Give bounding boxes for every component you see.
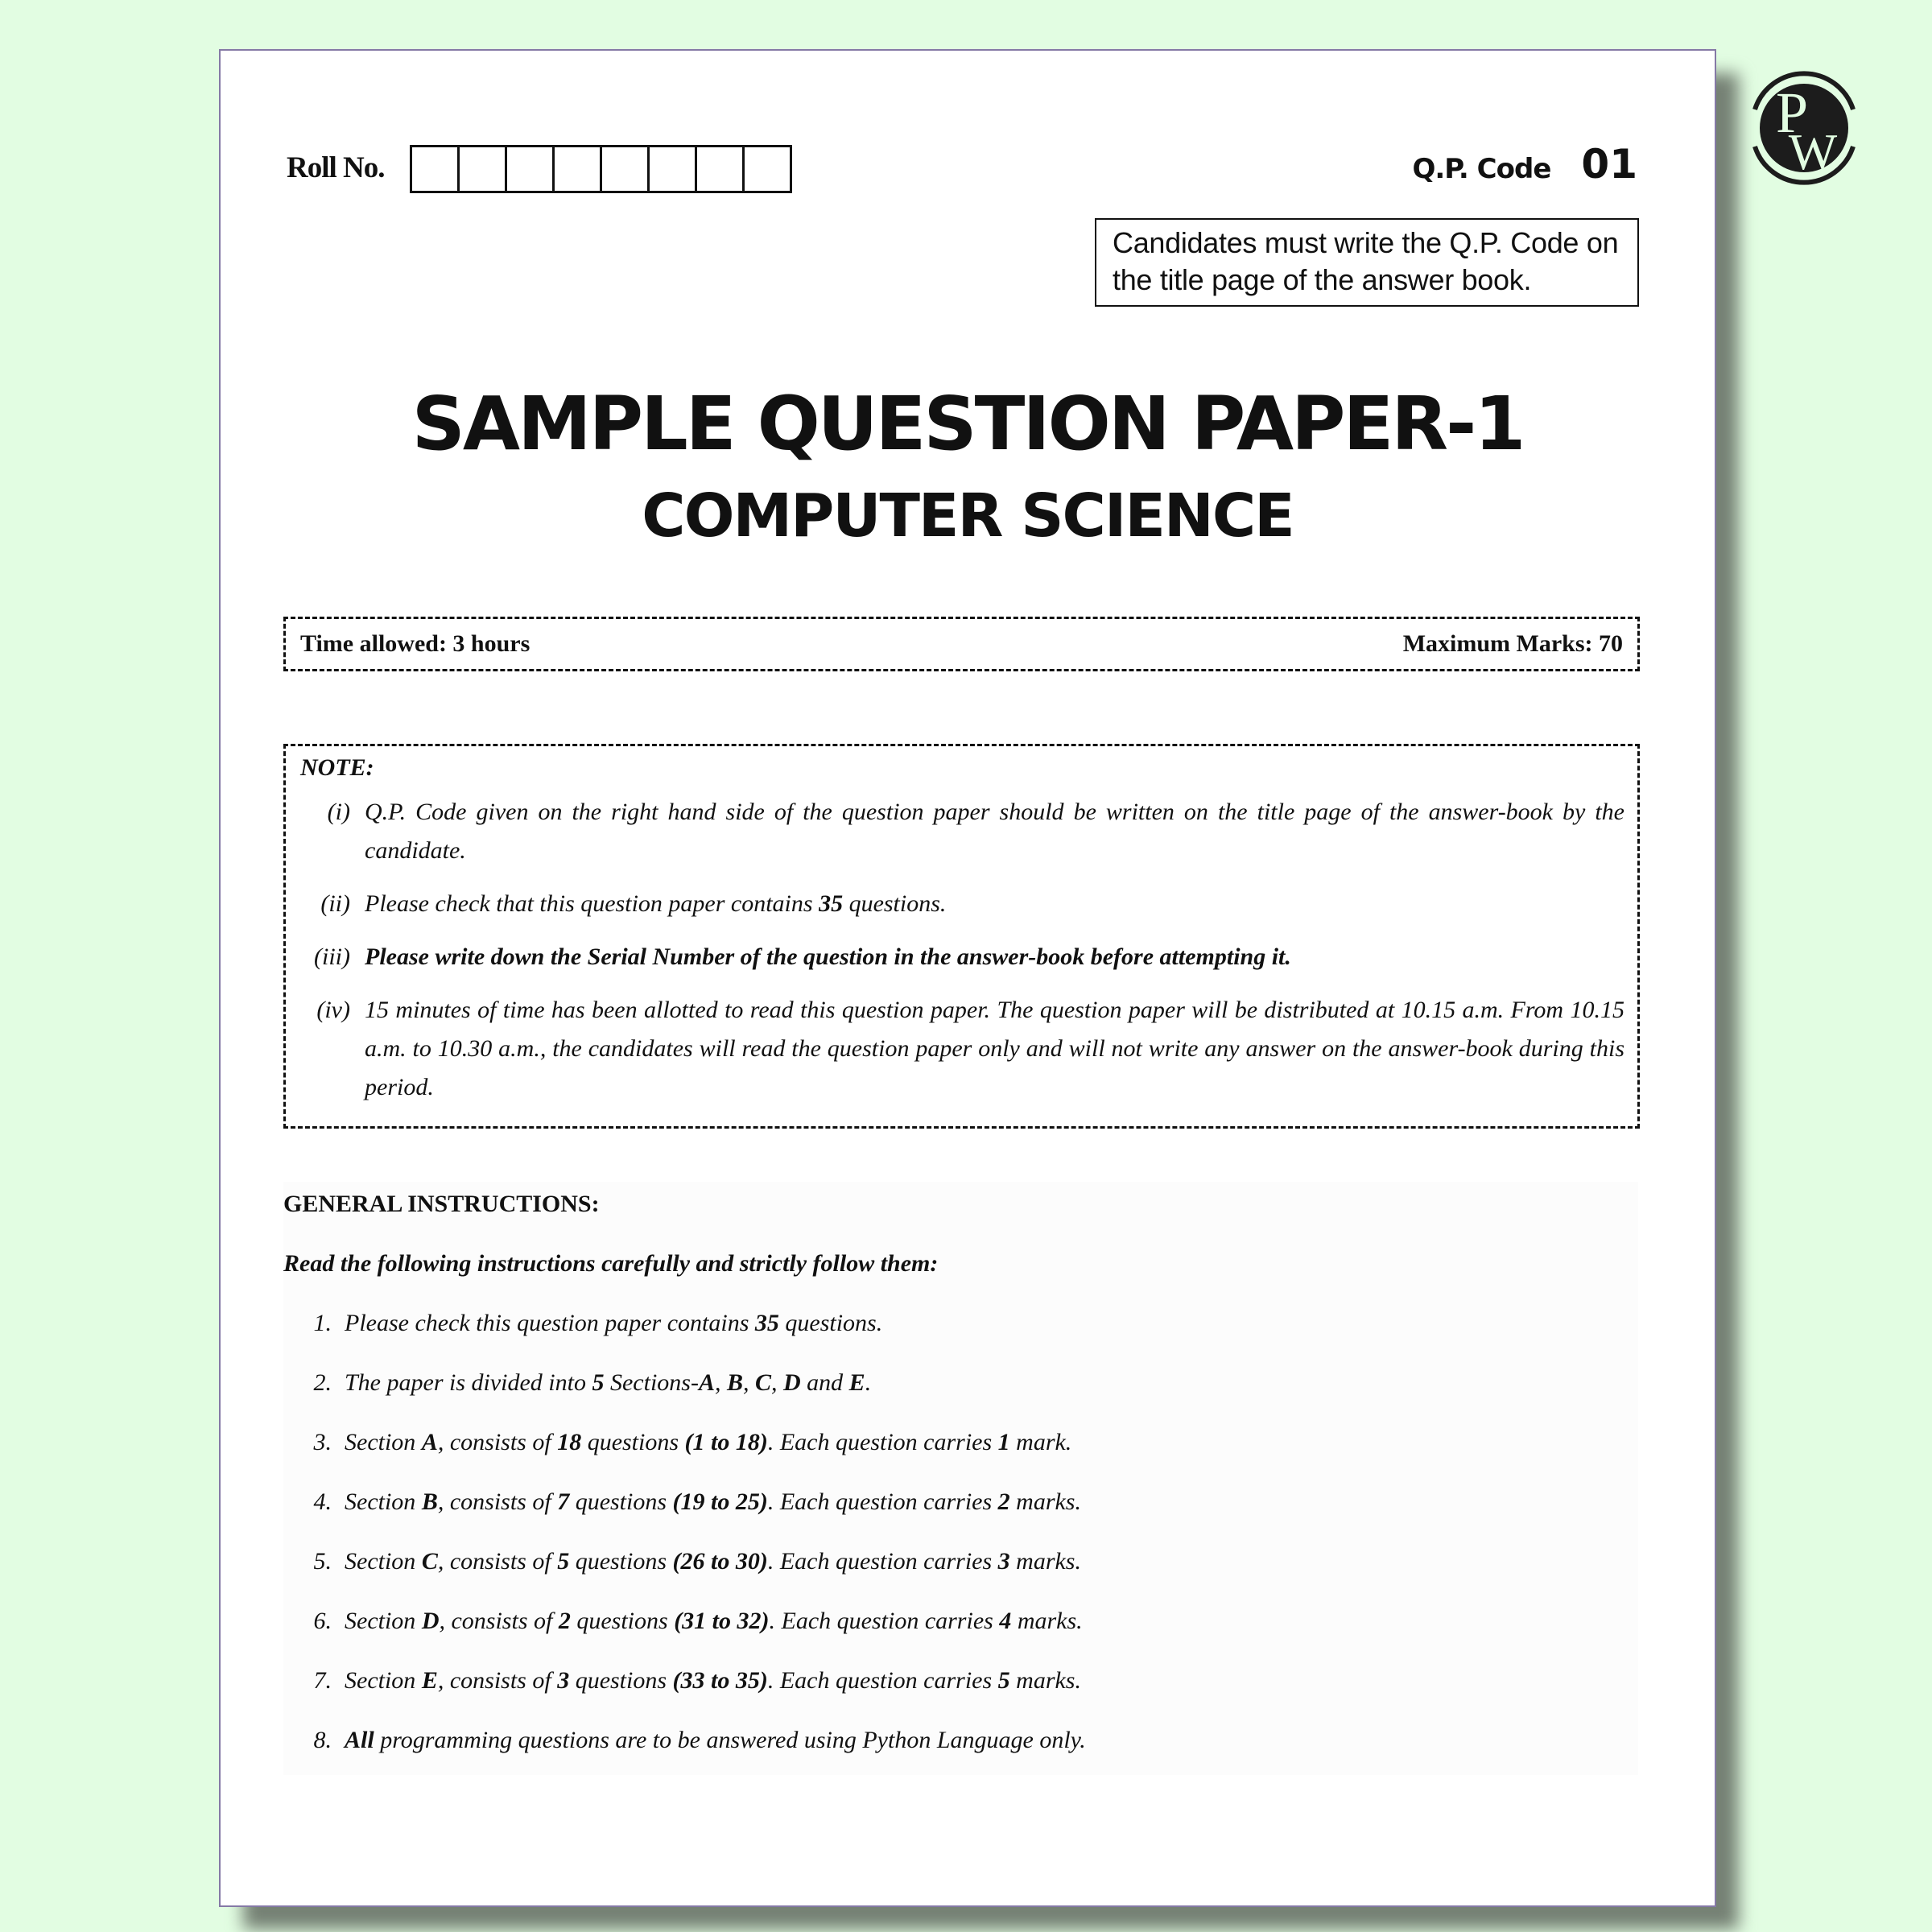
instruction-text: Section A, consists of 18 questions (1 to 18). Each question carries 1 mark. <box>345 1429 1072 1455</box>
instruction-text: Section D, consists of 2 questions (31 to 32). Each question carries 4 marks. <box>345 1608 1083 1634</box>
note-item-text: Please check that this question paper contains 35 questions. <box>365 890 947 917</box>
note-item-number: (i) <box>327 799 350 825</box>
logo-letter-p: P <box>1775 80 1809 145</box>
instruction-text: All programming questions are to be answered using Python Language only. <box>345 1727 1086 1753</box>
instruction-text: Section E, consists of 3 questions (33 to 35). Each question carries 5 marks. <box>345 1667 1081 1694</box>
roll-digit-box[interactable] <box>602 147 650 191</box>
roll-number-boxes <box>410 145 792 193</box>
instruction-number: 4. <box>313 1488 332 1515</box>
qp-code-value: 01 <box>1581 141 1637 188</box>
general-instructions-subheading: Read the following instructions carefully and strictly follow them: <box>283 1250 939 1277</box>
note-item-number: (iii) <box>314 943 350 970</box>
instruction-item <box>283 1665 1638 1697</box>
note-item <box>300 793 1624 870</box>
qp-code-notice: Candidates must write the Q.P. Code on the title page of the answer book. <box>1095 218 1639 307</box>
roll-digit-box[interactable] <box>507 147 555 191</box>
question-paper-page <box>219 49 1716 1907</box>
instruction-item <box>283 1724 1638 1757</box>
note-item <box>300 991 1624 1107</box>
instruction-number: 8. <box>313 1727 332 1753</box>
instruction-list <box>283 1307 1638 1757</box>
instruction-item <box>283 1546 1638 1578</box>
roll-number-label: Roll No. <box>287 151 385 184</box>
note-item-text: Q.P. Code given on the right hand side of the question paper should be written on the title page of the answer-book by the candidate. <box>365 799 1624 864</box>
instruction-item <box>283 1605 1638 1637</box>
instruction-text: Please check this question paper contains 35 questions. <box>345 1310 883 1336</box>
instruction-text: Section C, consists of 5 questions (26 to 30). Each question carries 3 marks. <box>345 1548 1081 1575</box>
instruction-number: 7. <box>313 1667 332 1694</box>
roll-digit-box[interactable] <box>460 147 507 191</box>
instruction-number: 2. <box>313 1369 332 1396</box>
instruction-number: 3. <box>313 1429 332 1455</box>
qp-code-label: Q.P. Code <box>1412 153 1551 185</box>
roll-digit-box[interactable] <box>555 147 602 191</box>
roll-digit-box[interactable] <box>745 147 790 191</box>
roll-digit-box[interactable] <box>650 147 697 191</box>
note-item-text: 15 minutes of time has been allotted to read this question paper. The question paper will be distributed at 10.15 a.m. From 10.15 a.m. to 10.30 a.m., the candidates will read the question paper only and will not write any answer on the answer-book during this period. <box>365 997 1624 1100</box>
instruction-item <box>283 1307 1638 1340</box>
page-title: SAMPLE QUESTION PAPER-1 <box>411 381 1524 467</box>
roll-digit-box[interactable] <box>697 147 745 191</box>
note-item-number: (iv) <box>316 997 350 1023</box>
note-item <box>300 885 1624 923</box>
note-item <box>300 938 1624 976</box>
maximum-marks: Maximum Marks: 70 <box>1402 630 1623 657</box>
instruction-item <box>283 1486 1638 1518</box>
instruction-text: Section B, consists of 7 questions (19 to 25). Each question carries 2 marks. <box>345 1488 1081 1515</box>
logo-letter-w: W <box>1788 123 1838 180</box>
instruction-item <box>283 1367 1638 1399</box>
note-item-number: (ii) <box>320 890 350 917</box>
general-instructions-heading: GENERAL INSTRUCTIONS: <box>283 1191 600 1217</box>
pw-logo-icon <box>1745 69 1863 187</box>
time-allowed: Time allowed: 3 hours <box>300 630 530 657</box>
instruction-number: 6. <box>313 1608 332 1634</box>
roll-digit-box[interactable] <box>412 147 460 191</box>
instruction-number: 1. <box>313 1310 332 1336</box>
qp-code <box>1412 141 1637 188</box>
note-heading: NOTE: <box>300 754 374 781</box>
exam-meta-box <box>283 617 1640 671</box>
note-item-text: Please write down the Serial Number of the question in the answer-book before attempting it. <box>365 943 1291 970</box>
general-instructions <box>283 1174 1638 1784</box>
note-box <box>283 744 1640 1129</box>
subject-title: COMPUTER SCIENCE <box>642 481 1294 551</box>
instruction-number: 5. <box>313 1548 332 1575</box>
instruction-text: The paper is divided into 5 Sections-A, B, C, D and E. <box>345 1369 872 1396</box>
instruction-item <box>283 1426 1638 1459</box>
